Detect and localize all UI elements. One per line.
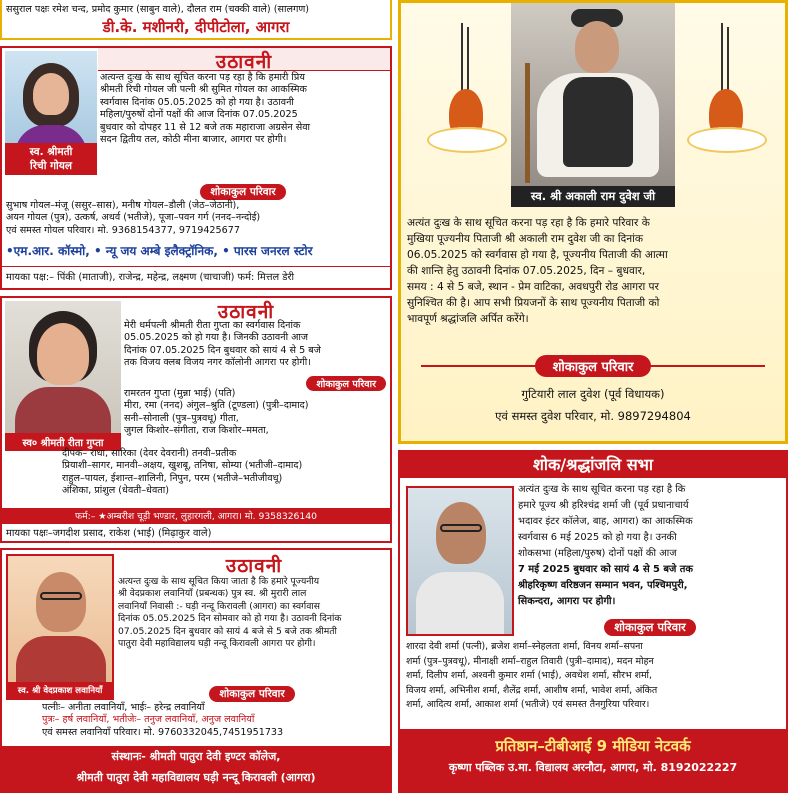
vedprakash-photo: [6, 554, 114, 700]
portrait-face: [37, 323, 89, 385]
notice-body: मेरी धर्मपत्नी श्रीमती रीता गुप्ता का स्वर्गवास दिनांक 05.05.2025 को हो गया है। जिनकी उठावनी आज दिनांक 07.05.2025 दिन बुधवार को सायं 4 से 5 बजे तक विजय क्लब विजय नगर कॉलोनी आगरा पर होगी।: [124, 320, 321, 369]
family-full-list: दीपक– राधा, सारिका (देवर देवरानी) तनवी–प्रतीक प्रियाशी–सागर, मानवी–अक्षय, खुशबू, तनिषा, सोम्या (भतीजी–दामाद) राहुल–पायल, ईशान्त–शालिनी, निपुन, परम (भतीजे–भतीजीवधू) अंशिका, प्रांशुल (धेवती–धेवता): [62, 448, 303, 497]
portrait-glasses: [40, 592, 82, 600]
maika-paksh: मायका पक्षः–जगदीश प्रसाद, राकेश (भाई) (मिढ़ाकुर वाले): [2, 524, 390, 543]
family-label-row: [401, 355, 785, 377]
family-list: सुभाष गोयल–मंजू (ससुर–सास), मनीष गोयल–डौली (जेठ–जेठानी), अयन गोयल (पुत्र), उत्कर्ष, अथर्व (भतीजे), पूजा–पवन गर्ग (ननद–नन्दोई) एवं समस्त गोयल परिवार। मो. 9368154377, 9719425677: [6, 200, 261, 236]
maika-paksh: मायका पक्ष:– पिंकी (माताजी), राजेन्द्र, महेन्द्र, लक्ष्मण (चाचाजी) फर्म: मित्तल डेरी: [2, 266, 390, 290]
establishment-strip: प्रतिष्ठान–टीबीआई 9 मीडिया नेटवर्क कृष्णा पब्लिक उ.मा. विद्यालय अरनौटा, आगरा, मो. 8192022227: [400, 729, 786, 791]
family-label: शोकाकुल परिवार: [200, 184, 285, 200]
family-label: शोकाकुल परिवार: [306, 376, 386, 391]
walking-stick: [525, 63, 530, 183]
notice-heading: शोक/श्रद्धांजलि सभा: [400, 452, 786, 478]
portrait-shirt: [416, 572, 504, 634]
notice-heading: उठावनी: [225, 555, 283, 577]
notice-vedprakash: [0, 548, 392, 793]
portrait-glasses: [440, 524, 482, 532]
notice-body: अत्यन्त दुःख के साथ सूचित करना पड़ रहा है कि हमारी प्रिय श्रीमती रिची गोयल जी पत्नी श्री सुमित गोयल का आकस्मिक स्वर्गवास दिनांक 05.05.2025 को हो गया है। उठावनी महिला/पुरुषों दोनों पक्षों की आज दिनांक 07.05.2025 बुधवार को दोपहर 11 से 12 बजे तक महाराजा अग्रसेन सेवा सदन द्वितीय तल, कोठी मीना बाजार, आगरा पर होगी।: [100, 72, 311, 146]
family-list: पत्नीः– अनीता लवानियाँ, भाईः– हरेन्द्र लवानियाँ पुत्रः– हर्ष लवानियाँ, भतीजेः– तनुज लवानियाँ, अनुज लवानियाँ एवं समस्त लवानियाँ परिवार। मो. 9760332045,7451951733: [42, 702, 284, 738]
richi-goyal-photo: [5, 51, 97, 175]
photo-caption: स्व. श्रीमती रिची गोयल: [5, 143, 97, 175]
diya-left: [423, 23, 511, 173]
portrait-face: [33, 73, 69, 115]
business-names: •एम.आर. कॉस्मो, • न्यू जय अम्बे इलैक्ट्रॉनिक, • पारस जनरल स्टोर: [6, 244, 313, 258]
portrait-face: [436, 502, 486, 564]
family-label: शोकाकुल परिवार: [604, 619, 696, 636]
portrait-face: [575, 21, 619, 73]
top-strip-line-1: ससुराल पक्षः रमेश चन्द, प्रमोद कुमार (साबुन वाले), दौलत राम (चक्की वाले) (सालगण): [6, 4, 310, 15]
portrait-vest: [563, 77, 633, 167]
rita-gupta-photo: [5, 301, 121, 451]
notice-heading: उठावनी: [98, 48, 390, 71]
portrait-dress: [15, 387, 111, 433]
top-strip-line-2: डी.के. मशीनरी, दीपीटोला, आगरा: [102, 18, 290, 36]
top-strip: [0, 0, 392, 40]
family-label: शोकाकुल परिवार: [535, 355, 652, 377]
family-list: शारदा देवी शर्मा (पत्नी), ब्रजेश शर्मा–स्नेहलता शर्मा, विनय शर्मा–सपना शर्मा (पुत्र–पुत्रवधू), मीनाक्षी शर्मा–राहुल तिवारी (पुत्री–दामाद), मदन मोहन शर्मा, दिलीप शर्मा, अश्वनी कुमार शर्मा (भाई), अवधेश शर्मा, सौरभ शर्मा, विजय शर्मा, अभिनीश शर्मा, शैलेंद्र शर्मा, आशीष शर्मा, भावेश शर्मा, अंकित शर्मा, आदित्य शर्मा, आकाश शर्मा (भतीजे) एवं समस्त तैनगुरिया परिवार।: [406, 641, 658, 710]
family-side-list: रामरतन गुप्ता (मुन्ना भाई) (पति) मीरा, रमा (ननद) अंगुल–श्रुति (टूण्डला) (पुत्री–दामाद) सनी–सोनाली (पुत्र–पुत्रवधू) गीता, जुगल किशोर–संगीता, राज किशोर–ममता,: [124, 388, 309, 437]
notice-heading: उठावनी: [217, 301, 275, 323]
notice-akali-ram-duvesh: [398, 0, 788, 444]
portrait-shirt: [16, 636, 106, 682]
photo-caption: स्व० श्रीमती रीता गुप्ता: [5, 433, 121, 451]
notice-rita-gupta: [0, 296, 392, 543]
portrait-face: [36, 572, 86, 632]
notice-body: अत्यंत दुःख के साथ सूचित करना पड़ रहा है कि हमारे पूज्य श्री हरिश्चंद्र शर्मा जी (पूर्व प्रधानाचार्य भदावर इंटर कॉलेज, बाह, आगरा) का आकस्मिक स्वर्गवास 6 मई 2025 को हो गया है। उनकी शोकसभा (महिला/पुरुष) दोनों पक्षों की आज 7 मई 2025 बुधवार को सायं 4 से 5 बजे तक श्रीहरिकृष्ण वरिष्ठजन सम्मान भवन, पश्चिमपुरी, सिकन्दरा, आगरा पर होगी।: [518, 484, 693, 607]
notice-body: अत्यन्त दुःख के साथ सूचित किया जाता है कि हमारे पूज्यनीय श्री वेदप्रकाश लवानियाँ (प्रबन्धक) पुत्र स्व. श्री मुरारी लाल लवानियाँ निवासी :- घड़ी नन्दू किरावली (आगरा) का स्वर्गवास दिनांक 05.05.2025 दिन सोमवार को हो गया है। उठावनी दिनांक 07.05.2025 दिन बुधवार को सायं 4 बजे से 5 बजे तक श्रीमती पातुरा देवी महाविद्यालय घड़ी नन्दू किरावली आगरा पर होगी।: [118, 576, 342, 650]
notice-richi-goyal: [0, 46, 392, 290]
akali-ram-photo: [511, 3, 675, 207]
notice-harishchandra-sharma: [398, 450, 788, 793]
notice-body: अत्यंत दुःख के साथ सूचित करना पड़ रहा है कि हमारे परिवार के मुखिया पूज्यनीय पिताजी श्री अकाली राम दुवेश जी का दिनांक 06.05.2025 को स्वर्गवास हो गया है, पूज्यनीय पिताजी की आत्मा की शान्ति हेतु उठावनी दिनांक 07.05.2025, दिन – बुधवार, समय : 4 से 5 बजे, स्थान - प्रेम वाटिका, अवधपुरी रोड आगरा पर सुनिश्चित की है। आप सभी प्रियजनों के साथ पूज्यनीय पिताजी को भावपूर्ण श्रद्धांजलि अर्पित करेंगे।: [407, 217, 668, 325]
family-label: शोकाकुल परिवार: [209, 686, 294, 702]
photo-caption: स्व. श्री वेदप्रकाश लवानियाँ: [8, 682, 112, 698]
firm-strip: फर्म:– ★अम्बरीश चूड़ी भण्डार, लुहारगली, आगरा। मो. 9358326140: [2, 508, 390, 525]
diya-right: [683, 23, 771, 173]
harishchandra-photo: [406, 486, 514, 636]
family-names: गुटियारी लाल दुवेश (पूर्व विधायक) एवं समस्त दुवेश परिवार, मो. 9897294804: [495, 387, 691, 423]
institution: संस्थानः- श्रीमती पातुरा देवी इण्टर कॉलेज, श्रीमती पातुरा देवी महाविद्यालय घड़ी नन्दू किरावली (आगरा): [2, 746, 390, 791]
photo-caption: स्व. श्री अकाली राम दुवेश जी: [511, 186, 675, 207]
